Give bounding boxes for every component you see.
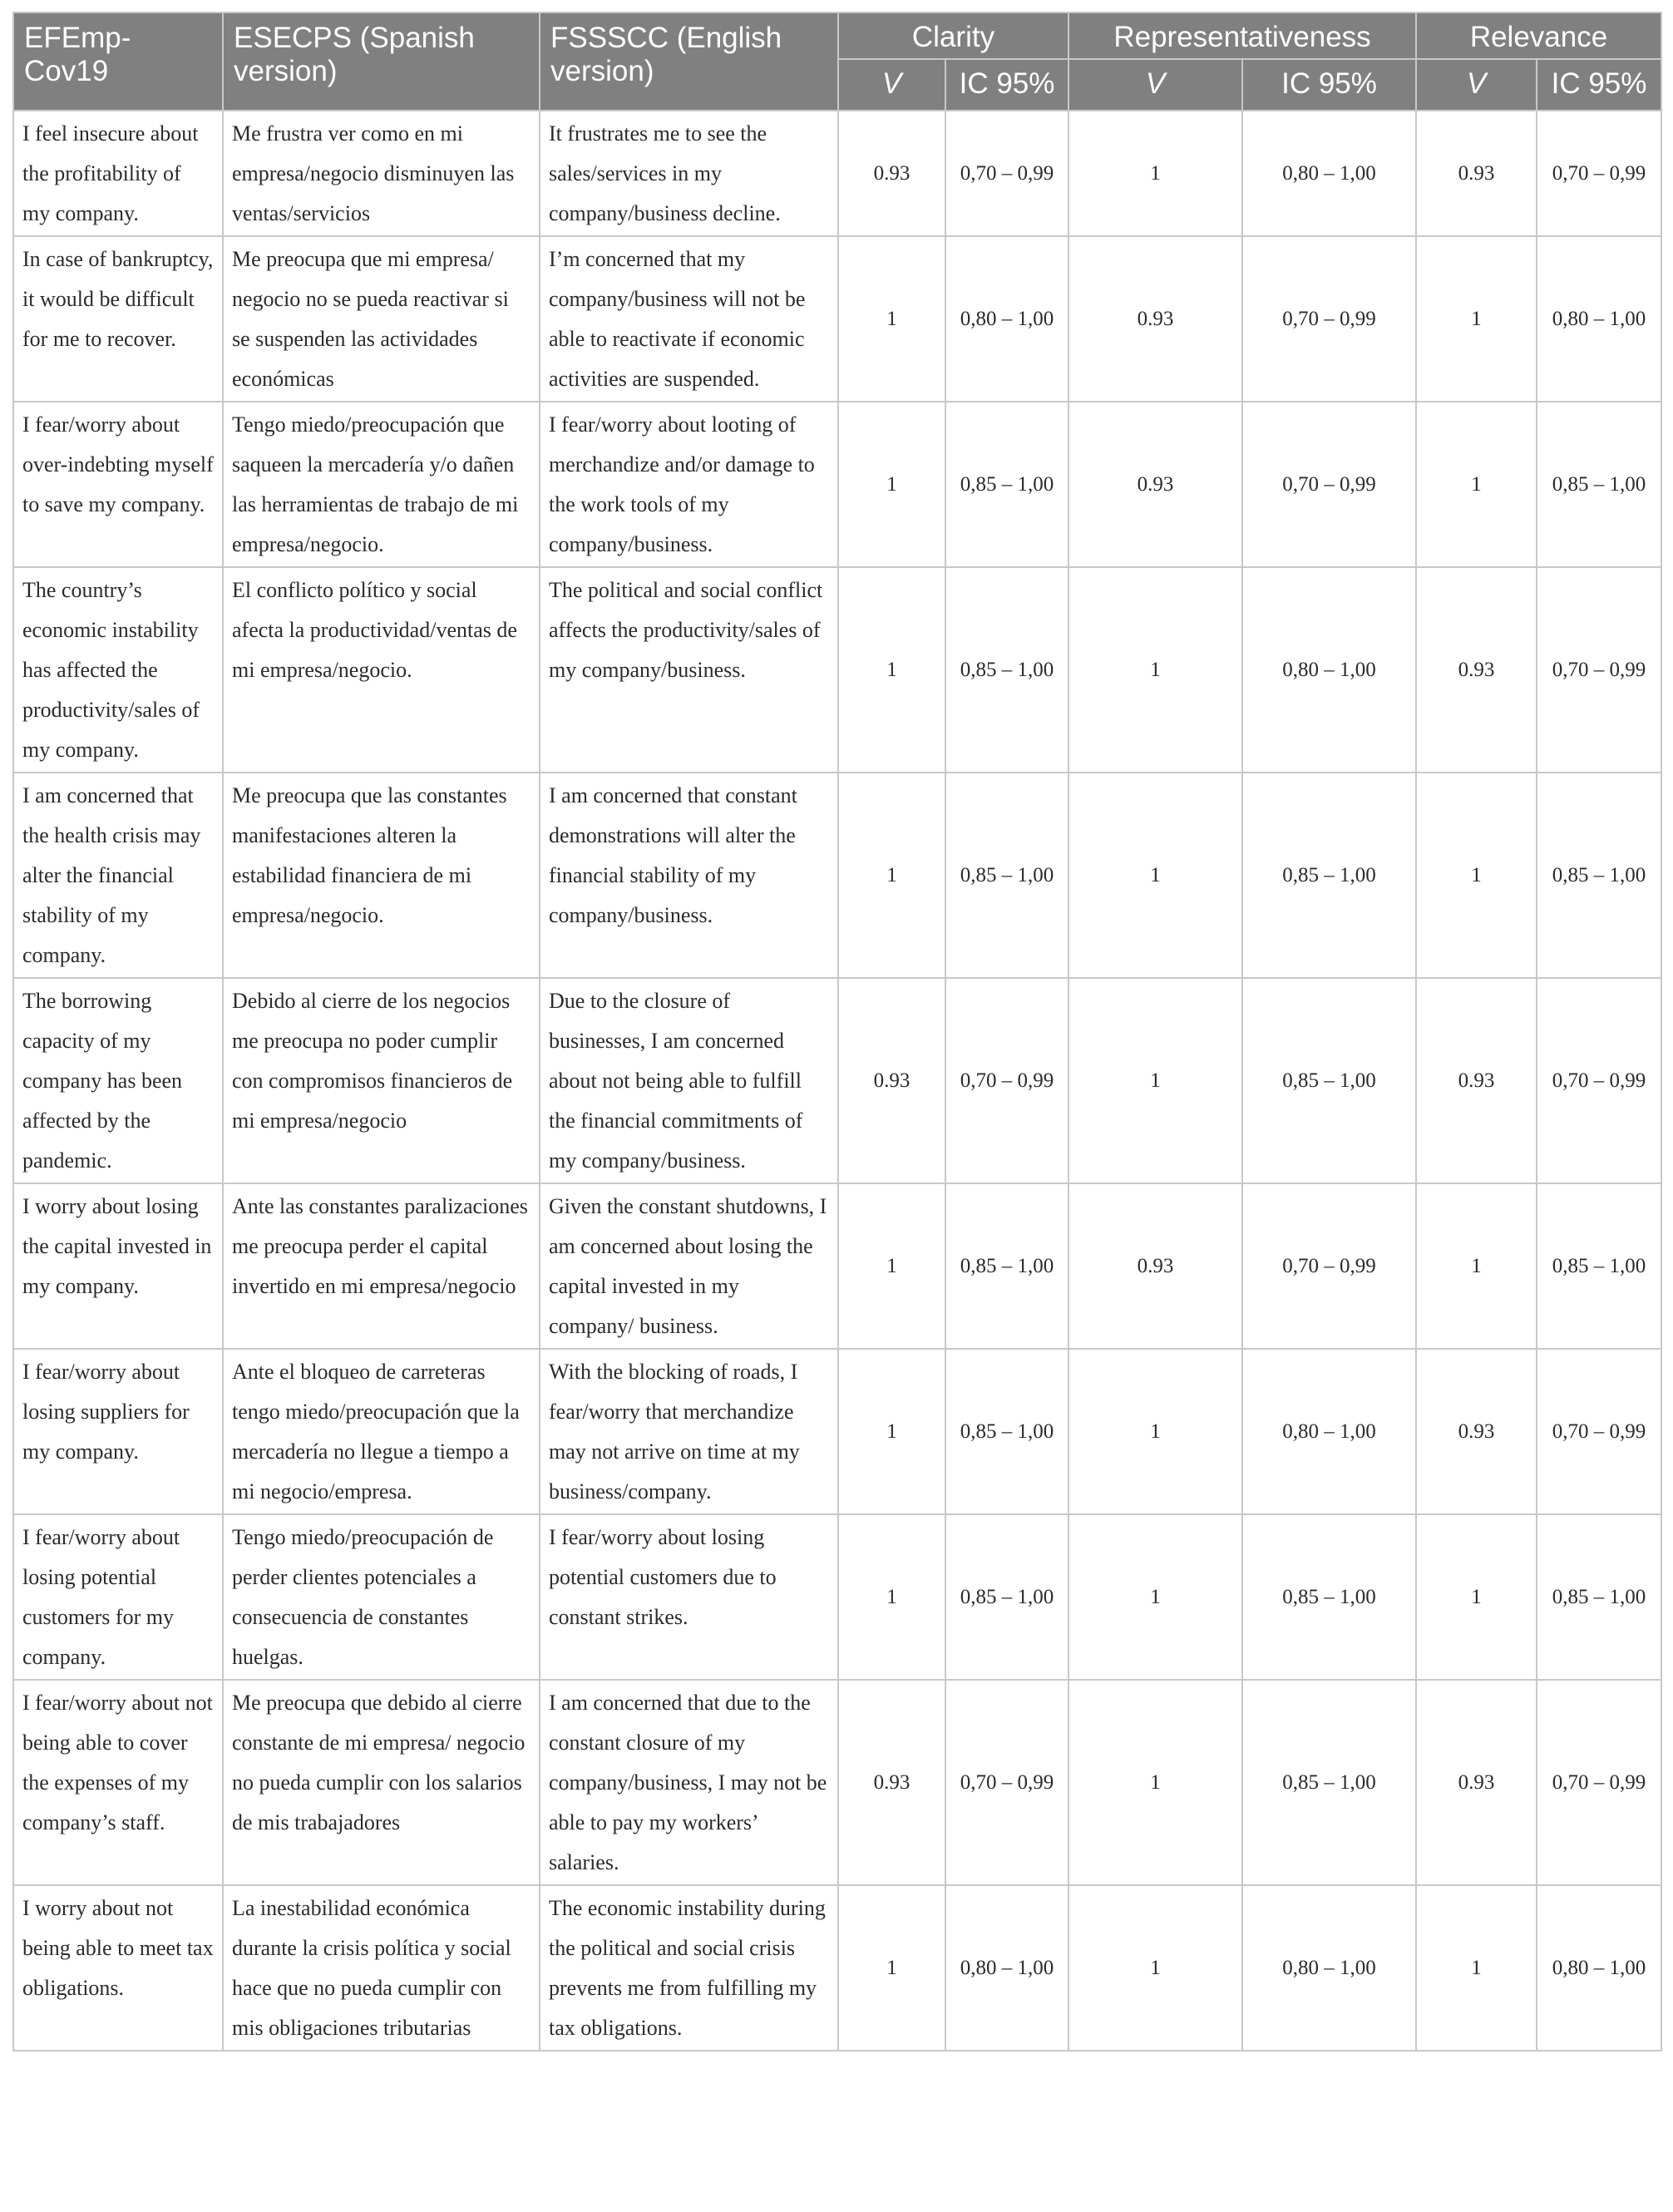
cell-relevance-ic: 0,85 – 1,00 <box>1537 1183 1661 1349</box>
table-row <box>13 1349 1661 1514</box>
cell-clarity-v: 0.93 <box>838 978 945 1183</box>
cell-efemp-item: I fear/worry about losing potential customers for my company. <box>13 1514 223 1680</box>
table-row <box>13 1514 1661 1680</box>
cell-clarity-v: 0.93 <box>838 1680 945 1885</box>
cell-english-item: I’m concerned that my company/business will not be able to reactivate if economic activities are suspended. <box>540 236 838 402</box>
cell-relevance-ic: 0,85 – 1,00 <box>1537 773 1661 978</box>
cell-spanish-item: Ante el bloqueo de carreteras tengo miedo/preocupación que la mercadería no llegue a tiempo a mi negocio/empresa. <box>223 1349 540 1514</box>
cell-relevance-v: 1 <box>1416 236 1537 402</box>
cell-relevance-ic: 0,70 – 0,99 <box>1537 567 1661 773</box>
header-esecps: ESECPS (Spanish version) <box>223 12 540 111</box>
cell-representativeness-v: 1 <box>1068 1514 1242 1680</box>
cell-spanish-item: Tengo miedo/preocupación de perder clientes potenciales a consecuencia de constantes huelgas. <box>223 1514 540 1680</box>
cell-english-item: I fear/worry about losing potential customers due to constant strikes. <box>540 1514 838 1680</box>
cell-spanish-item: La inestabilidad económica durante la crisis política y social hace que no pueda cumplir con mis obligaciones tributarias <box>223 1885 540 2051</box>
header-fssscc: FSSSCC (English version) <box>540 12 838 111</box>
cell-spanish-item: Me preocupa que debido al cierre constante de mi empresa/ negocio no pueda cumplir con los salarios de mis trabajadores <box>223 1680 540 1885</box>
cell-english-item: I am concerned that due to the constant closure of my company/business, I may not be able to pay my workers’ salaries. <box>540 1680 838 1885</box>
cell-representativeness-ic: 0,80 – 1,00 <box>1242 111 1416 236</box>
cell-efemp-item: The country’s economic instability has affected the productivity/sales of my company. <box>13 567 223 773</box>
cell-clarity-v: 1 <box>838 1514 945 1680</box>
cell-clarity-v: 1 <box>838 1349 945 1514</box>
cell-clarity-ic: 0,85 – 1,00 <box>945 1183 1068 1349</box>
cell-efemp-item: I worry about not being able to meet tax obligations. <box>13 1885 223 2051</box>
table-row <box>13 1680 1661 1885</box>
cell-relevance-ic: 0,80 – 1,00 <box>1537 236 1661 402</box>
cell-spanish-item: Ante las constantes paralizaciones me preocupa perder el capital invertido en mi empresa/negocio <box>223 1183 540 1349</box>
table-row <box>13 773 1661 978</box>
cell-relevance-ic: 0,70 – 0,99 <box>1537 111 1661 236</box>
cell-spanish-item: Me preocupa que mi empresa/ negocio no se pueda reactivar si se suspenden las actividades económicas <box>223 236 540 402</box>
validity-table-container <box>12 12 1661 2052</box>
header-clarity-v: V <box>838 59 945 111</box>
table-row <box>13 1885 1661 2051</box>
cell-representativeness-ic: 0,70 – 0,99 <box>1242 402 1416 567</box>
cell-efemp-item: In case of bankruptcy, it would be difficult for me to recover. <box>13 236 223 402</box>
cell-relevance-v: 1 <box>1416 773 1537 978</box>
cell-spanish-item: El conflicto político y social afecta la productividad/ventas de mi empresa/negocio. <box>223 567 540 773</box>
cell-clarity-ic: 0,70 – 0,99 <box>945 1680 1068 1885</box>
table-row <box>13 1183 1661 1349</box>
cell-clarity-v: 0.93 <box>838 111 945 236</box>
cell-representativeness-ic: 0,85 – 1,00 <box>1242 1514 1416 1680</box>
cell-representativeness-v: 1 <box>1068 567 1242 773</box>
cell-efemp-item: I fear/worry about over-indebting myself to save my company. <box>13 402 223 567</box>
cell-clarity-v: 1 <box>838 1183 945 1349</box>
cell-clarity-ic: 0,80 – 1,00 <box>945 236 1068 402</box>
cell-representativeness-v: 0.93 <box>1068 236 1242 402</box>
cell-representativeness-v: 1 <box>1068 978 1242 1183</box>
cell-spanish-item: Me frustra ver como en mi empresa/negocio disminuyen las ventas/servicios <box>223 111 540 236</box>
cell-clarity-ic: 0,85 – 1,00 <box>945 773 1068 978</box>
cell-representativeness-ic: 0,80 – 1,00 <box>1242 1349 1416 1514</box>
cell-representativeness-v: 1 <box>1068 1680 1242 1885</box>
header-relevance-ic: IC 95% <box>1537 59 1661 111</box>
cell-representativeness-ic: 0,70 – 0,99 <box>1242 236 1416 402</box>
cell-relevance-v: 1 <box>1416 402 1537 567</box>
cell-english-item: I am concerned that constant demonstrations will alter the financial stability of my company/business. <box>540 773 838 978</box>
cell-clarity-v: 1 <box>838 773 945 978</box>
cell-relevance-v: 1 <box>1416 1885 1537 2051</box>
cell-efemp-item: The borrowing capacity of my company has been affected by the pandemic. <box>13 978 223 1183</box>
header-clarity: Clarity <box>838 12 1068 59</box>
cell-relevance-ic: 0,85 – 1,00 <box>1537 1514 1661 1680</box>
cell-representativeness-ic: 0,70 – 0,99 <box>1242 1183 1416 1349</box>
cell-spanish-item: Tengo miedo/preocupación que saqueen la mercadería y/o dañen las herramientas de trabajo de mi empresa/negocio. <box>223 402 540 567</box>
cell-english-item: With the blocking of roads, I fear/worry that merchandize may not arrive on time at my business/company. <box>540 1349 838 1514</box>
cell-english-item: Given the constant shutdowns, I am concerned about losing the capital invested in my company/ business. <box>540 1183 838 1349</box>
cell-efemp-item: I feel insecure about the profitability of my company. <box>13 111 223 236</box>
cell-efemp-item: I fear/worry about not being able to cover the expenses of my company’s staff. <box>13 1680 223 1885</box>
cell-english-item: It frustrates me to see the sales/services in my company/business decline. <box>540 111 838 236</box>
cell-relevance-v: 1 <box>1416 1183 1537 1349</box>
cell-spanish-item: Me preocupa que las constantes manifestaciones alteren la estabilidad financiera de mi empresa/negocio. <box>223 773 540 978</box>
cell-spanish-item: Debido al cierre de los negocios me preocupa no poder cumplir con compromisos financieros de mi empresa/negocio <box>223 978 540 1183</box>
cell-relevance-v: 0.93 <box>1416 978 1537 1183</box>
cell-relevance-ic: 0,70 – 0,99 <box>1537 1680 1661 1885</box>
cell-clarity-v: 1 <box>838 236 945 402</box>
header-representativeness: Representativeness <box>1068 12 1416 59</box>
cell-relevance-v: 0.93 <box>1416 567 1537 773</box>
cell-representativeness-v: 1 <box>1068 111 1242 236</box>
cell-relevance-v: 0.93 <box>1416 1349 1537 1514</box>
table-row <box>13 567 1661 773</box>
cell-clarity-ic: 0,85 – 1,00 <box>945 402 1068 567</box>
cell-efemp-item: I am concerned that the health crisis may alter the financial stability of my company. <box>13 773 223 978</box>
cell-relevance-v: 1 <box>1416 1514 1537 1680</box>
cell-efemp-item: I fear/worry about losing suppliers for my company. <box>13 1349 223 1514</box>
cell-clarity-ic: 0,85 – 1,00 <box>945 1349 1068 1514</box>
cell-representativeness-ic: 0,80 – 1,00 <box>1242 567 1416 773</box>
table-row <box>13 111 1661 236</box>
cell-representativeness-v: 1 <box>1068 773 1242 978</box>
cell-clarity-ic: 0,85 – 1,00 <box>945 567 1068 773</box>
cell-relevance-v: 0.93 <box>1416 111 1537 236</box>
cell-english-item: The political and social conflict affects the productivity/sales of my company/business. <box>540 567 838 773</box>
cell-representativeness-v: 0.93 <box>1068 1183 1242 1349</box>
table-row <box>13 236 1661 402</box>
cell-representativeness-ic: 0,80 – 1,00 <box>1242 1885 1416 2051</box>
cell-representativeness-ic: 0,85 – 1,00 <box>1242 773 1416 978</box>
cell-clarity-ic: 0,70 – 0,99 <box>945 111 1068 236</box>
cell-relevance-ic: 0,80 – 1,00 <box>1537 1885 1661 2051</box>
cell-relevance-ic: 0,70 – 0,99 <box>1537 978 1661 1183</box>
cell-clarity-ic: 0,70 – 0,99 <box>945 978 1068 1183</box>
cell-english-item: The economic instability during the political and social crisis prevents me from fulfilling my tax obligations. <box>540 1885 838 2051</box>
header-representativeness-v: V <box>1068 59 1242 111</box>
cell-representativeness-ic: 0,85 – 1,00 <box>1242 978 1416 1183</box>
cell-relevance-v: 0.93 <box>1416 1680 1537 1885</box>
header-row-groups <box>13 12 1661 59</box>
table-body <box>13 111 1661 2051</box>
header-clarity-ic: IC 95% <box>945 59 1068 111</box>
cell-relevance-ic: 0,85 – 1,00 <box>1537 402 1661 567</box>
header-relevance: Relevance <box>1416 12 1661 59</box>
cell-clarity-v: 1 <box>838 1885 945 2051</box>
header-representativeness-ic: IC 95% <box>1242 59 1416 111</box>
table-row <box>13 978 1661 1183</box>
cell-representativeness-v: 1 <box>1068 1349 1242 1514</box>
cell-representativeness-v: 1 <box>1068 1885 1242 2051</box>
cell-clarity-v: 1 <box>838 402 945 567</box>
header-relevance-v: V <box>1416 59 1537 111</box>
cell-representativeness-ic: 0,85 – 1,00 <box>1242 1680 1416 1885</box>
cell-english-item: Due to the closure of businesses, I am concerned about not being able to fulfill the financial commitments of my company/business. <box>540 978 838 1183</box>
header-efemp: EFEmp-Cov19 <box>13 12 223 111</box>
table-header <box>13 12 1661 111</box>
cell-relevance-ic: 0,70 – 0,99 <box>1537 1349 1661 1514</box>
table-row <box>13 402 1661 567</box>
cell-efemp-item: I worry about losing the capital invested in my company. <box>13 1183 223 1349</box>
cell-representativeness-v: 0.93 <box>1068 402 1242 567</box>
cell-clarity-v: 1 <box>838 567 945 773</box>
cell-clarity-ic: 0,85 – 1,00 <box>945 1514 1068 1680</box>
cell-clarity-ic: 0,80 – 1,00 <box>945 1885 1068 2051</box>
cell-english-item: I fear/worry about looting of merchandize and/or damage to the work tools of my company/business. <box>540 402 838 567</box>
content-validity-table <box>12 12 1662 2052</box>
